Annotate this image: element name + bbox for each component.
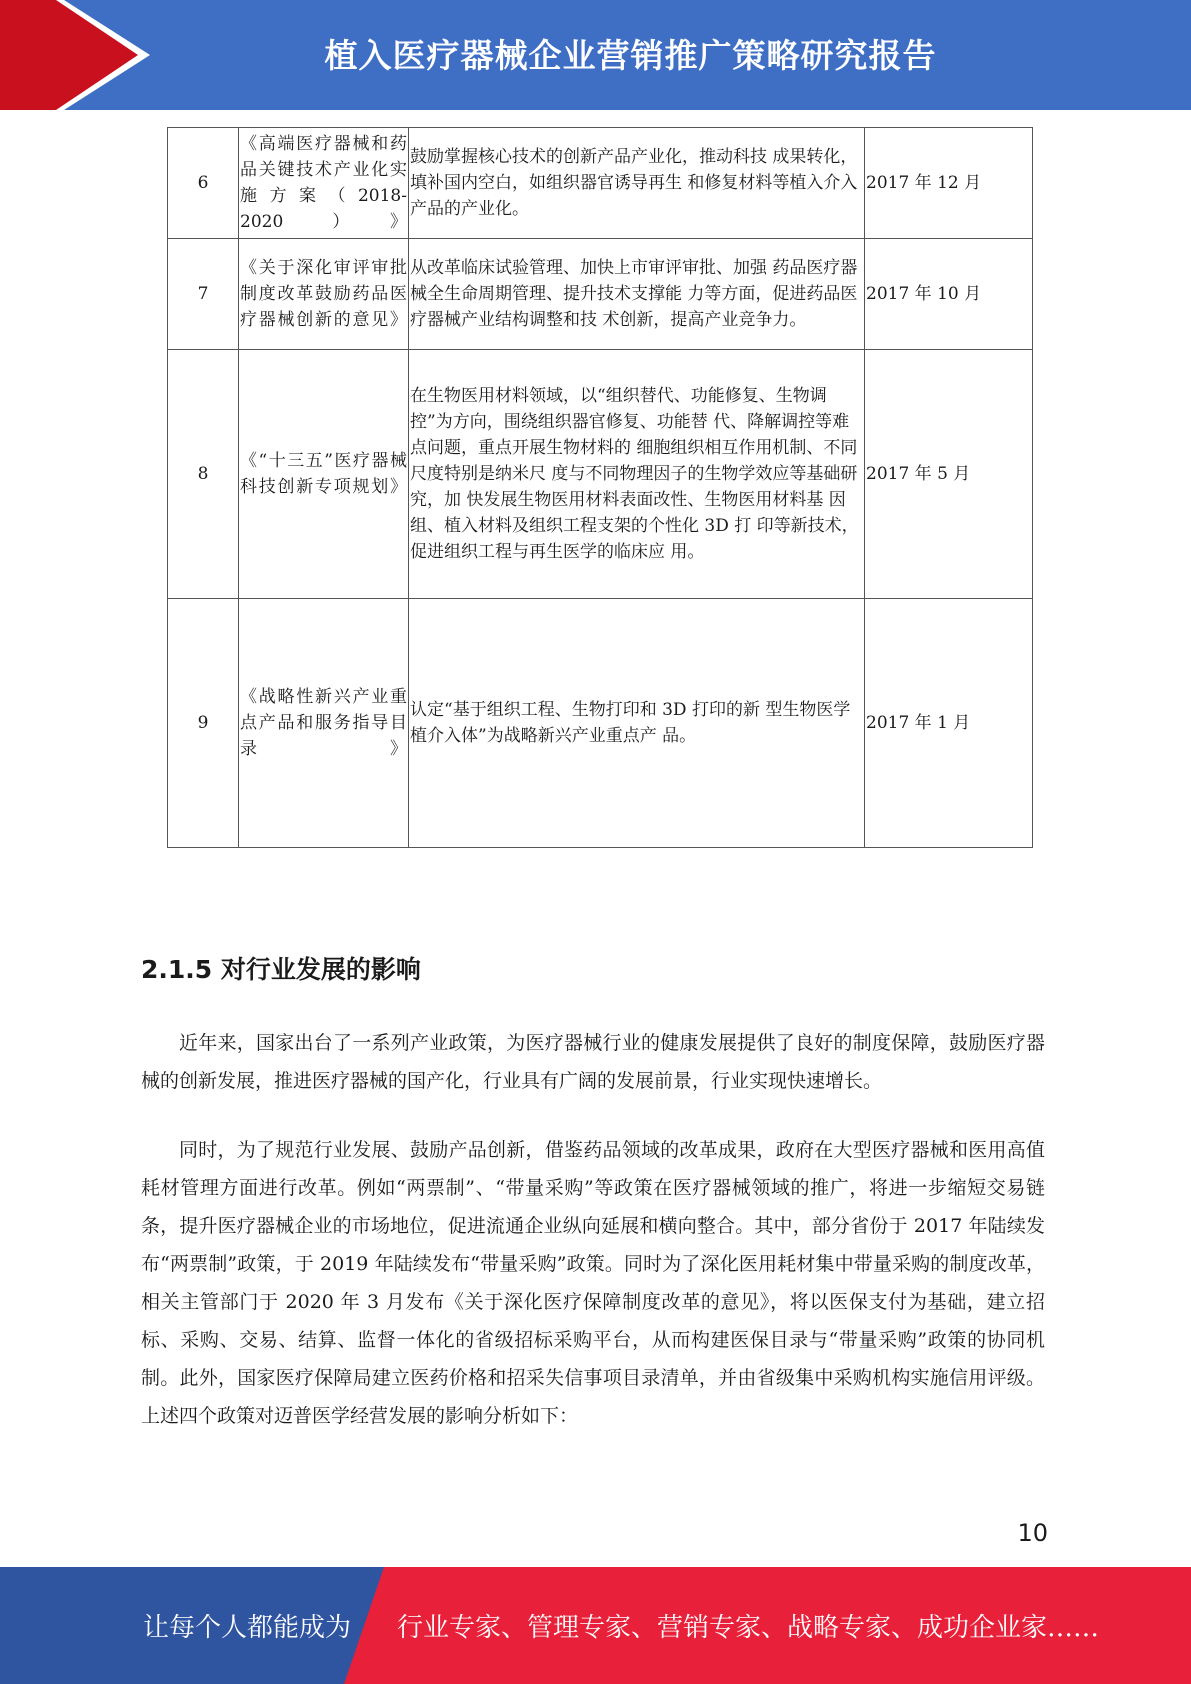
policy-date: 2017 年 12 月 (865, 128, 1033, 239)
policy-date: 2017 年 10 月 (865, 239, 1033, 350)
page-number: 10 (1017, 1519, 1048, 1547)
policy-name: 《战略性新兴产业重点产品和服务指导目录》 (239, 599, 409, 848)
footer-slogan-left: 让每个人都能成为 (143, 1613, 352, 1643)
table-row (168, 599, 1033, 848)
table-row (168, 128, 1033, 239)
row-number: 6 (168, 128, 239, 239)
report-title: 植入医疗器械企业营销推广策略研究报告 (324, 36, 937, 75)
page-footer (0, 1567, 1191, 1684)
body-paragraph: 同时，为了规范行业发展、鼓励产品创新，借鉴药品领域的改革成果，政府在大型医疗器械和医用高值耗材管理方面进行改革。例如“两票制”、“带量采购”等政策在医疗器械领域的推广，将进一步缩短交易链条，提升医疗器械企业的市场地位，促进流通企业纵向延展和横向整合。其中，部分省份于 2017 年陆续发布“两票制”政策，于 2019 年陆续发布“带量采购”政策。同时为了深化医用耗材集中带量采购的制度改革，相关主管部门于 2020 年 3 月发布《关于深化医疗保障制度改革的意见》，将以医保支付为基础，建立招标、采购、交易、结算、监督一体化的省级招标采购平台，从而构建医保目录与“带量采购”政策的协同机制。此外，国家医疗保障局建立医药价格和招采失信事项目录清单，并由省级集中采购机构实施信用评级。上述四个政策对迈普医学经营发展的影响分析如下： (141, 1139, 1045, 1427)
policy-date: 2017 年 1 月 (865, 599, 1033, 848)
row-number: 7 (168, 239, 239, 350)
policy-description: 认定“基于组织工程、生物打印和 3D 打印的新 型生物医学植介入体”为战略新兴产业重点产 品。 (409, 599, 865, 848)
policy-description: 在生物医用材料领域，以“组织替代、功能修复、生物调控”为方向，围绕组织器官修复、功能替 代、降解调控等难点问题，重点开展生物材料的 细胞组织相互作用机制、不同尺度特别是纳米尺 度与不同物理因子的生物学效应等基础研究，加 快发展生物医用材料表面改性、生物医用材料基 因组、植入材料及组织工程支架的个性化 3D 打 印等新技术，促进组织工程与再生医学的临床应 用。 (409, 350, 865, 599)
policy-date: 2017 年 5 月 (865, 350, 1033, 599)
section-heading: 2.1.5 对行业发展的影响 (141, 955, 421, 984)
policy-name: 《关于深化审评审批制度改革鼓励药品医疗器械创新的意见》 (239, 239, 409, 350)
table-row (168, 239, 1033, 350)
footer-slogan-right: 行业专家、管理专家、营销专家、战略专家、成功企业家…… (397, 1613, 1100, 1643)
page-header (0, 0, 1191, 110)
table-row (168, 350, 1033, 599)
body-paragraph: 近年来，国家出台了一系列产业政策，为医疗器械行业的健康发展提供了良好的制度保障，鼓励医疗器械的创新发展，推进医疗器械的国产化，行业具有广阔的发展前景，行业实现快速增长。 (141, 1032, 1045, 1092)
policy-table (167, 127, 1033, 848)
policy-description: 鼓励掌握核心技术的创新产品产业化，推动科技 成果转化，填补国内空白，如组织器官诱导再生 和修复材料等植入介入产品的产业化。 (409, 128, 865, 239)
row-number: 9 (168, 599, 239, 848)
policy-name: 《“十三五”医疗器械科技创新专项规划》 (239, 350, 409, 599)
row-number: 8 (168, 350, 239, 599)
policy-description: 从改革临床试验管理、加快上市审评审批、加强 药品医疗器械全生命周期管理、提升技术支撑能 力等方面，促进药品医疗器械产业结构调整和技 术创新，提高产业竞争力。 (409, 239, 865, 350)
policy-name: 《高端医疗器械和药品关键技术产业化实施方案（2018-2020）》 (239, 128, 409, 239)
